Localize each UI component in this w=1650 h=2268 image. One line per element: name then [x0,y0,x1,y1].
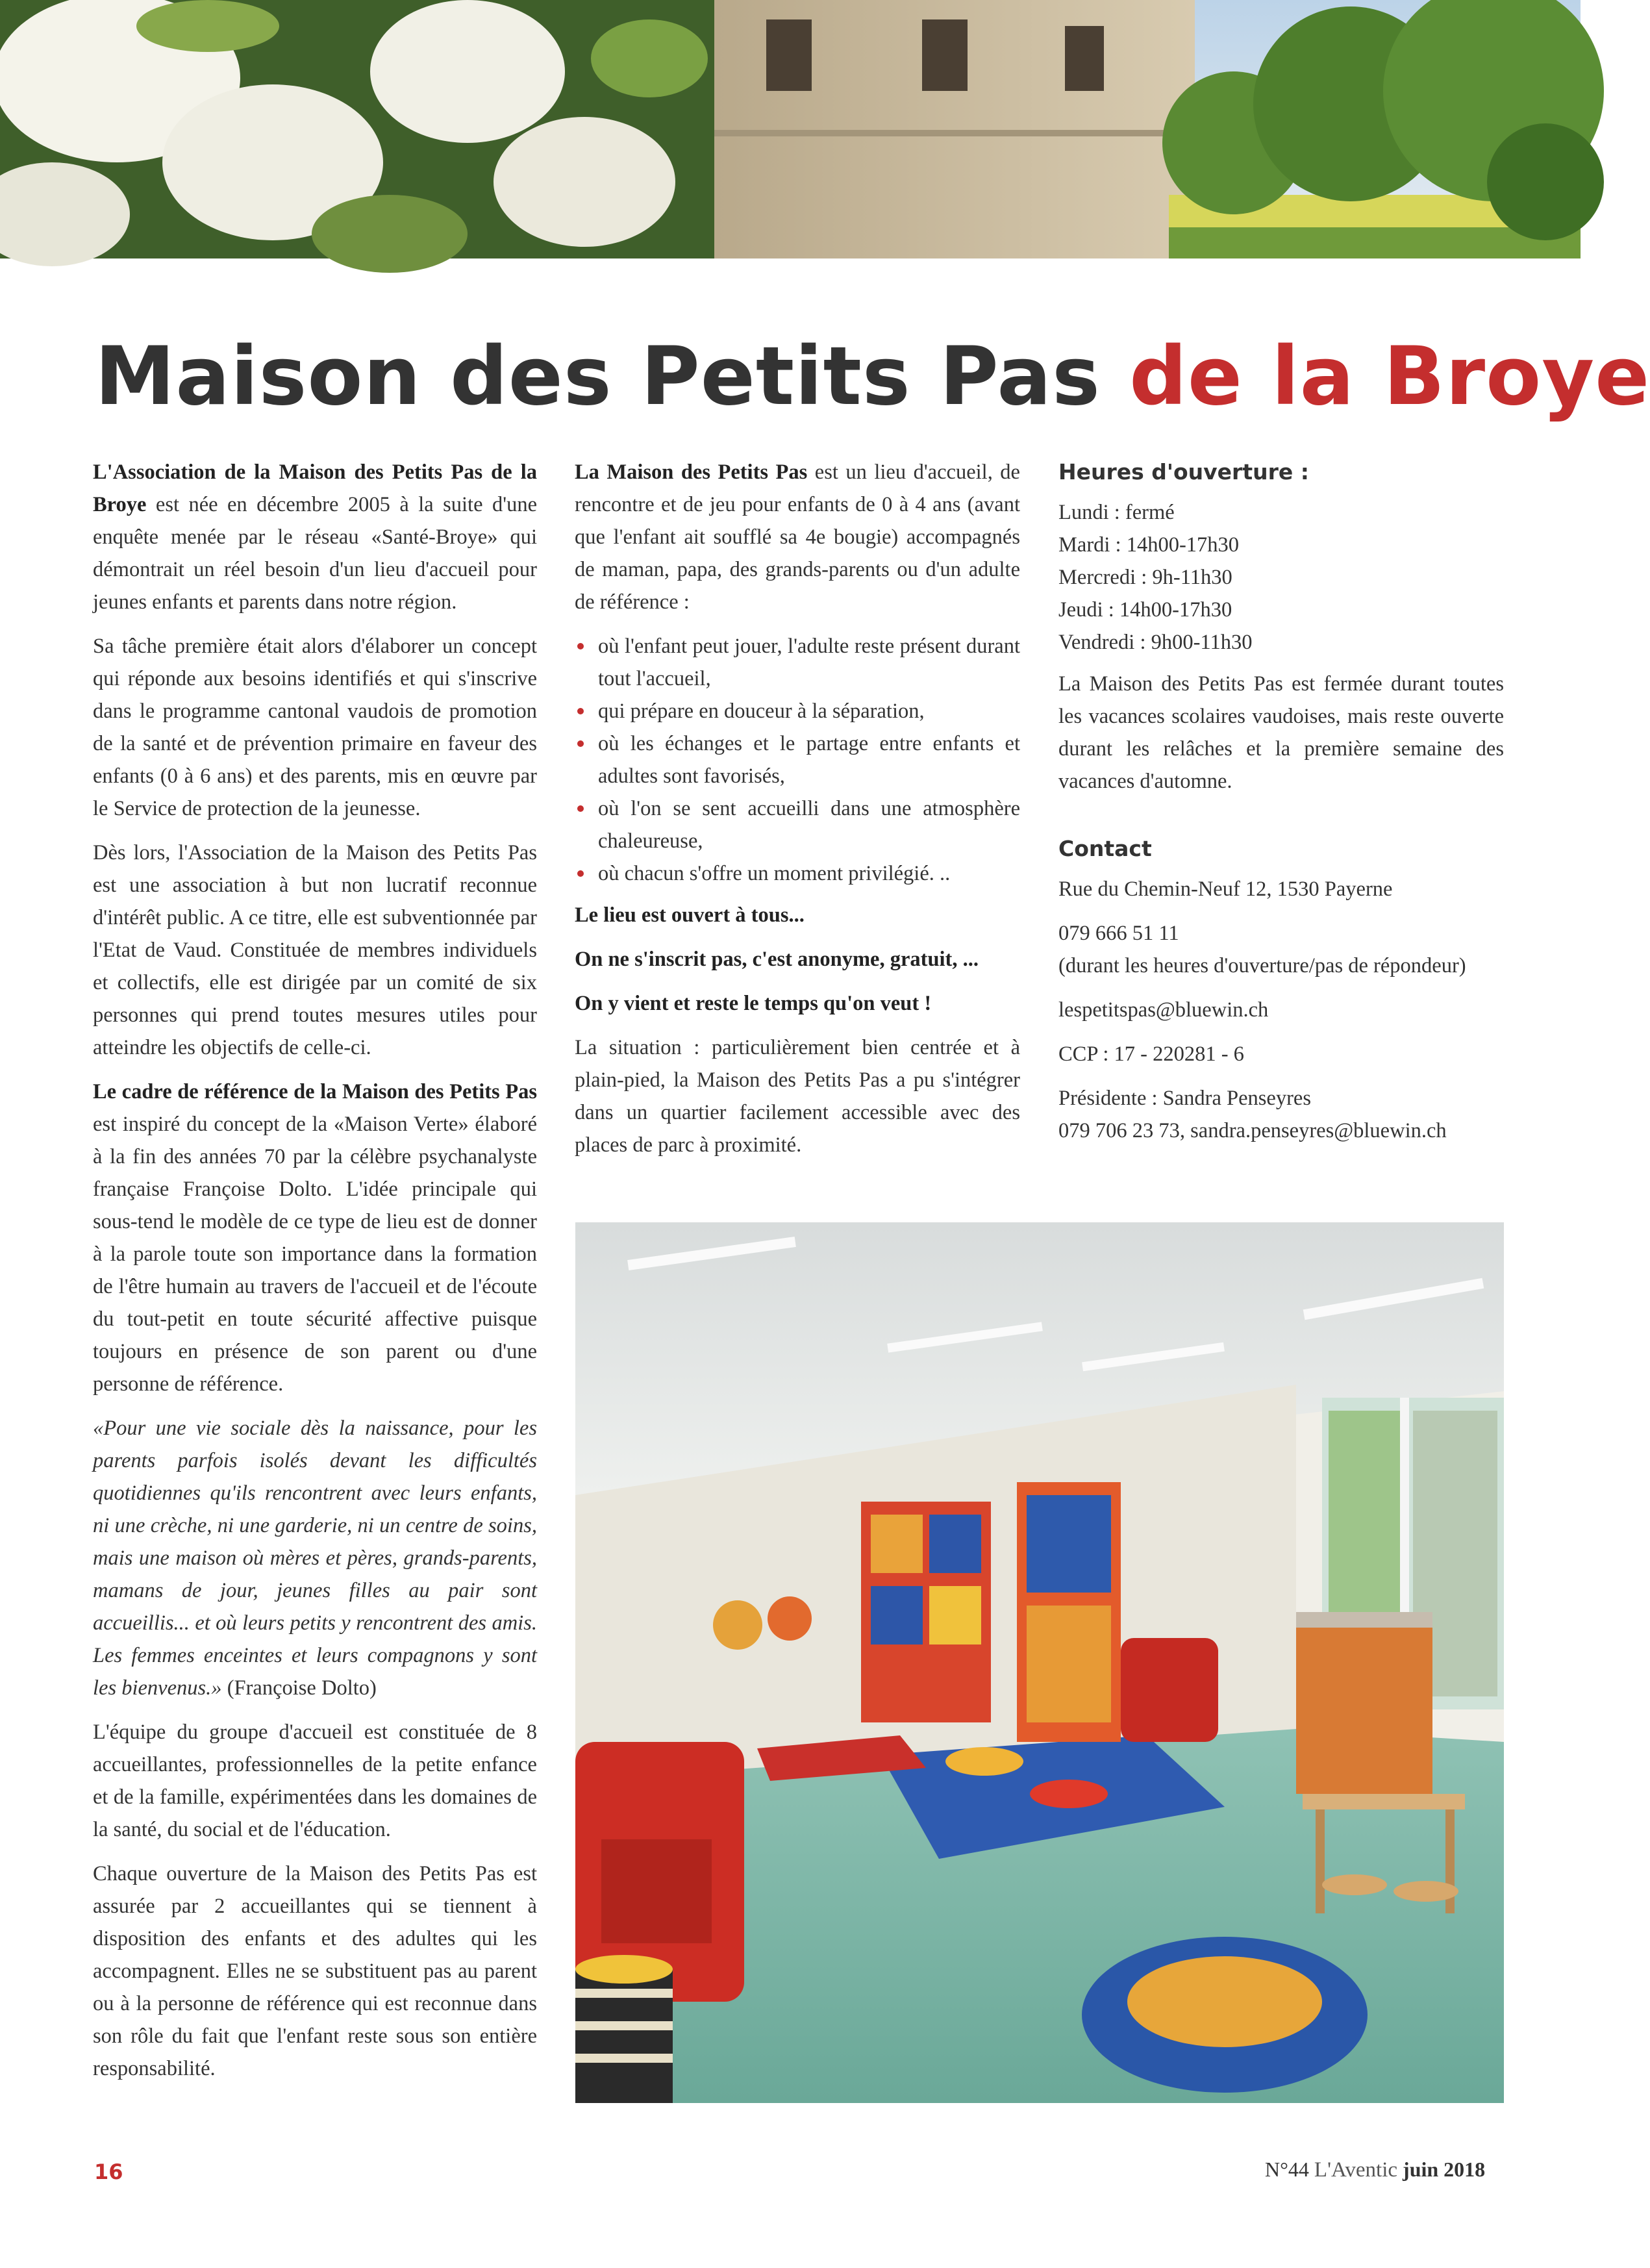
association-text: est née en décembre 2005 à la suite d'une enquête menée par le réseau «Santé-Broye» qui démontrait un réel besoin d'un lieu d'accueil pour jeunes enfants et parents dans notre région. [93,493,537,614]
stay-as-long: On y vient et reste le temps qu'on veut ! [575,992,932,1015]
list-item [575,727,1020,792]
contact-phone: 079 666 51 11 [1058,922,1179,945]
hours-list [1058,496,1504,659]
list-item [575,857,1020,890]
page-number: 16 [94,2160,123,2184]
column-1 [93,456,537,2097]
contact-phone-note: (durant les heures d'ouverture/pas de répondeur) [1058,954,1466,977]
list-item-text: qui prépare en douceur à la séparation, [598,699,925,723]
paragraph-status: Dès lors, l'Association de la Maison des Petits Pas est une association à but non lucratif reconnue d'intérêt public. A ce titre, elle est subventionnée par l'Etat de Vaud. Constituée de membres individuels et collectifs, elle est dirigée par un comité de six personnes qui prend toutes mesures utiles pour atteindre les objectifs de celle-ci. [93,841,537,1059]
framework-lead: Le cadre de référence de la Maison des Petits Pas [93,1080,537,1103]
contact-email[interactable]: lespetitspas@bluewin.ch [1058,998,1269,1022]
list-item-text: où l'enfant peut jouer, l'adulte reste présent durant tout l'accueil, [598,635,1020,690]
hours-tuesday: Mardi : 14h00-17h30 [1058,533,1240,557]
bullet-icon [577,643,584,649]
paragraph-association [93,456,537,618]
framework-text: est inspiré du concept de la «Maison Verte» élaboré à la fin des années 70 par la célèbre psychanalyste française Françoise Dolto. L'idée principale qui sous-tend le modèle de ce type de lieu est de donner à la parole toute son importance dans la formation de l'être humain au travers de l'accueil et de l'écoute du tout-petit en toute sécurité affective puisque toujours en présence de son parent ou d'une personne de référence. [93,1113,537,1396]
quote-author: (Françoise Dolto) [221,1676,377,1700]
bullet-icon [577,740,584,747]
list-item-text: où chacun s'offre un moment privilégié. .. [598,862,951,885]
bullet-icon [577,708,584,714]
paragraph-team: L'équipe du groupe d'accueil est constituée de 8 accueillantes, professionnelles de la petite enfance et de la famille, expérimentées dans les domaines de la santé, du social et de l'éducation. [93,1720,537,1841]
interior-photo [575,1222,1504,2103]
contact-president: Présidente : Sandra Penseyres [1058,1087,1312,1110]
list-item [575,630,1020,695]
hours-monday: Lundi : fermé [1058,501,1175,524]
page-title [95,328,1650,425]
bullet-icon [577,870,584,877]
contact-ccp: CCP : 17 - 220281 - 6 [1058,1042,1244,1066]
anonymous-free: On ne s'inscrit pas, c'est anonyme, gratuit, ... [575,948,979,971]
magazine-brand: L'Aventic [1314,2158,1398,2182]
feature-list [575,630,1020,890]
contact-title: Contact [1058,836,1152,861]
list-item-text: où l'on se sent accueilli dans une atmosphère chaleureuse, [598,797,1020,853]
column-3 [1058,456,1504,1159]
bullet-icon [577,805,584,812]
intro-text: est un lieu d'accueil, de rencontre et de jeu pour enfants de 0 à 4 ans (avant que l'enfant ait soufflé sa 4e bougie) accompagnés de maman, papa, des grands-parents ou d'un adulte de référence : [575,460,1020,614]
paragraph-task: Sa tâche première était alors d'élaborer un concept qui réponde aux besoins identifiés et qui s'inscrive dans le programme cantonal vaudois de promotion de la santé et de prévention primaire en faveur des enfants (0 à 6 ans) et des parents, mis en œuvre par le Service de protection de la jeunesse. [93,635,537,820]
list-item-text: où les échanges et le partage entre enfants et adultes sont favorisés, [598,732,1020,788]
paragraph-intro [575,456,1020,618]
hours-thursday: Jeudi : 14h00-17h30 [1058,598,1232,622]
hours-friday: Vendredi : 9h00-11h30 [1058,631,1253,654]
contact-president-details: 079 706 23 73, sandra.penseyres@bluewin.ch [1058,1119,1447,1142]
banner-photo [0,0,1581,258]
association-lead: L'Association de la Maison des Petits Pas de la Broye [93,460,537,516]
closing-note: La Maison des Petits Pas est fermée durant toutes les vacances scolaires vaudoises, mais reste ouverte durant les relâches et la première semaine des vacances d'automne. [1058,672,1504,793]
hours-title: Heures d'ouverture : [1058,459,1309,485]
paragraph-opening: Chaque ouverture de la Maison des Petits Pas est assurée par 2 accueillantes qui se tiennent à disposition des enfants et des adultes qui les accompagnent. Elles ne se substituent pas au parent ou à la personne de référence qui est reconnue dans son rôle du fait que l'enfant reste sous son entière responsabilité. [93,1862,537,2080]
hours-wednesday: Mercredi : 9h-11h30 [1058,566,1232,589]
issue-date: juin 2018 [1403,2158,1486,2181]
title-accent: de la Broye [1129,330,1650,423]
open-to-all: Le lieu est ouvert à tous... [575,903,805,927]
quote-text: «Pour une vie sociale dès la naissance, pour les parents parfois isolés devant les difficultés quotidiennes qu'ils rencontrent avec leurs enfants, ni une crèche, ni une garderie, ni un centre de soins, mais une maison où mères et pères, grands-parents, mamans de jour, jeunes filles au pair sont accueillis... et où leurs petits y rencontrent des amis. Les femmes enceintes et leurs compagnons y sont les bienvenus.» [93,1417,537,1700]
paragraph-situation: La situation : particulièrement bien centrée et à plain-pied, la Maison des Petits Pas a pu s'intégrer dans un quartier facilement accessible avec des places de parc à proximité. [575,1036,1020,1157]
issue-info [1265,2158,1485,2182]
contact-address: Rue du Chemin-Neuf 12, 1530 Payerne [1058,877,1393,901]
list-item [575,792,1020,857]
title-main: Maison des Petits Pas [95,330,1101,423]
intro-lead: La Maison des Petits Pas [575,460,808,484]
paragraph-framework [93,1076,537,1400]
column-2 [575,456,1020,1173]
dolto-quote [93,1412,537,1704]
list-item [575,695,1020,727]
issue-number: N°44 [1265,2158,1309,2181]
